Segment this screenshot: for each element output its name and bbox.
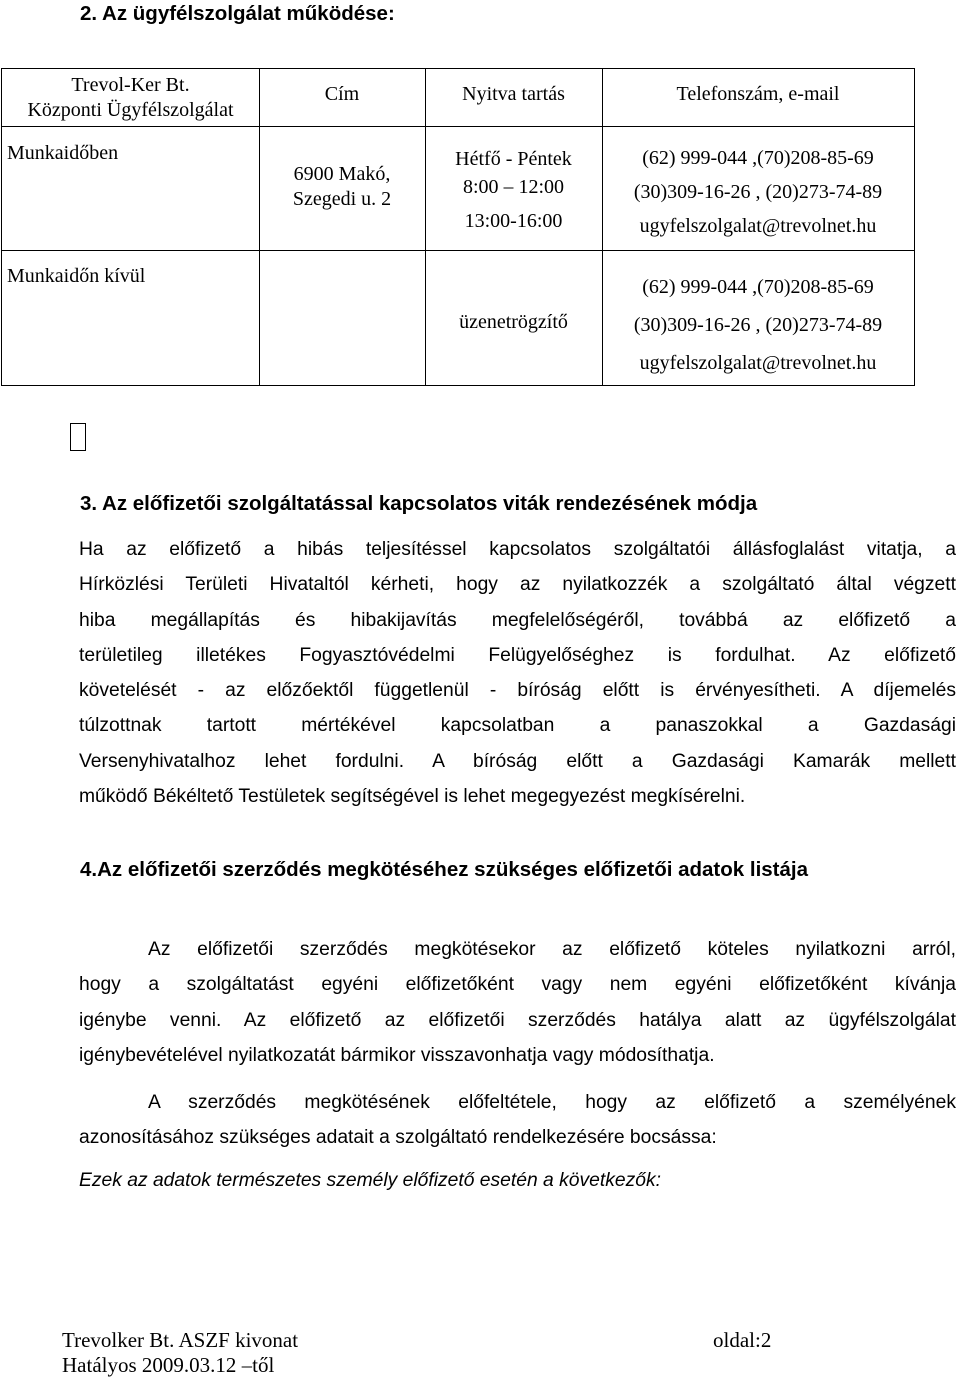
footer-effective-date: Hatályos 2009.03.12 ⎯től [62, 1353, 275, 1377]
section-4-heading: 4.Az előfizetői szerződés megkötéséhez szükséges előfizetői adatok listája [80, 858, 808, 881]
table-header-org: Trevol-Ker Bt. Központi Ügyfélszolgálat [27, 74, 234, 121]
email-link[interactable]: ugyfelszolgalat@trevolnet.hu [639, 215, 877, 237]
table-header-opening: Nyitva tartás [462, 83, 565, 105]
table-header-address: Cím [324, 83, 360, 105]
section-4-paragraph-2: A szerződés megkötésének előfeltétele, hogy az előfizető a személyének azonosításához szükséges adatait a szolgáltató rendelkezésére bocsássa: [79, 1092, 956, 1149]
table-divider [2, 126, 914, 127]
answering-machine-cell: üzenetrögzítő [459, 311, 568, 333]
table-header-contact: Telefonszám, e-mail [676, 83, 840, 105]
customer-service-table [1, 68, 915, 386]
footer-page-number: oldal:2 [713, 1328, 772, 1352]
opening-hours-cell: Hétfő - Péntek 8:00 ⎯ 12:00 13:00-16:00 [455, 148, 572, 232]
section-2-heading: 2. Az ügyfélszolgálat működése: [80, 2, 395, 25]
contact-cell: (62) 999-044 ,(70)208-85-69 (30)309-16-26 , (20)273-74-89 ugyfelszolgalat@trevolnet.hu [602, 141, 914, 243]
contact-cell: (62) 999-044 ,(70)208-85-69 (30)309-16-26 , (20)273-74-89 ugyfelszolgalat@trevolnet.hu [602, 268, 914, 382]
section-3-heading: 3. Az előfizetői szolgáltatással kapcsolatos viták rendezésének módja [80, 492, 758, 515]
email-link[interactable]: ugyfelszolgalat@trevolnet.hu [639, 352, 877, 374]
row-label-working-hours: Munkaidőben [7, 142, 119, 164]
section-4-italic-line: Ezek az adatok természetes személy előfizető esetén a következők: [79, 1170, 661, 1191]
table-divider [259, 69, 260, 385]
section-4-paragraph-1: Az előfizetői szerződés megkötésekor az előfizető köteles nyilatkozni arról, hogy a szolgáltatást egyéni előfizetőként vagy nem egyéni előfizetőként kívánja igénybe venni. Az előfizető az előfizetői szerződés hatálya alatt az ügyfélszolgálat igénybevételével nyilatkozatát bármikor visszavonhatja vagy módosíthatja. [79, 939, 956, 1066]
footer-company: Trevolker Bt. ASZF kivonat [62, 1328, 299, 1352]
address-cell: 6900 Makó, Szegedi u. 2 [292, 163, 392, 210]
row-label-after-hours: Munkaidőn kívül [7, 265, 146, 287]
table-divider [2, 250, 914, 251]
missing-glyph-box-icon [70, 423, 86, 451]
section-3-paragraph: Ha az előfizető a hibás teljesítéssel kapcsolatos szolgáltatói állásfoglalást vitatja, a Hírközlési Területi Hivataltól kérheti, hogy az nyilatkozzék a szolgáltató által végzett hiba megállapítás és hibakijavítás megfelelőségéről, továbbá az előfizető a területileg illetékes Fogyasztóvédelmi Felügyelőséghez is fordulhat. Az előfizető követelését - az előzőektől függetlenül - bíróság előtt is érvényesítheti. A díjemelés túlzottnak tartott mértékével kapcsolatban a panaszokkal a Gazdasági Versenyhivatalhoz lehet fordulni. A bíróság előtt a Gazdasági Kamarák mellett működő Békéltető Testületek segítségével is lehet megegyezést megkísérelni. [79, 539, 956, 808]
